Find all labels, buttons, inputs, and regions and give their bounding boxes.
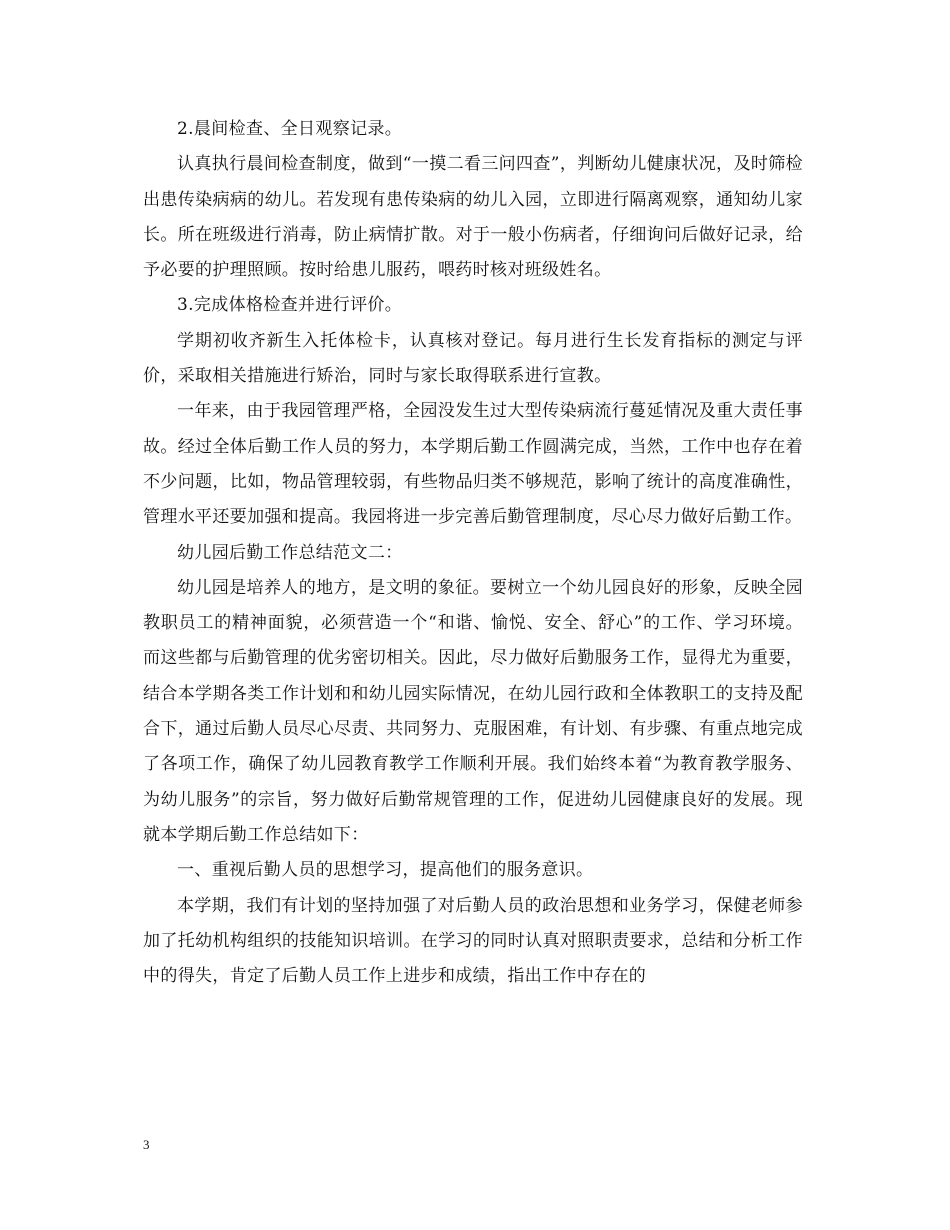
- paragraph-heading-morning-check: 2.晨间检查、全日观察记录。: [177, 119, 403, 139]
- paragraph-section-one-heading: 一、重视后勤人员的思想学习，提高他们的服务意识。: [177, 860, 594, 881]
- paragraph-sample-two-intro: 幼儿园是培养人的地方，是文明的象征。要树立一个幼儿园良好的形象，反映全园教职员工的精神面貌，必须营造一个“和谐、愉悦、安全、舒心”的工作、学习环境。而这些都与后勤管理的优劣密切相关。因此，尽力做好后勤服务工作，显得尤为重要，结合本学期各类工作计划和和幼儿园实际情况，在幼儿园行政和全体教职工的支持及配合下，通过后勤人员尽心尽责、共同努力、克服困难，有计划、有步骤、有重点地完成了各项工作，确保了幼儿园教育教学工作顺利开展。我们始终本着“为教育教学服务、为幼儿服务”的宗旨，努力做好后勤常规管理的工作，促进幼儿园健康良好的发展。现就本学期后勤工作总结如下：: [143, 577, 803, 845]
- paragraph-heading-physical-exam: 3.完成体格检查并进行评价。: [177, 295, 403, 316]
- paragraph-sample-two-title: 幼儿园后勤工作总结范文二：: [177, 542, 403, 563]
- paragraph-morning-check-details: 认真执行晨间检查制度，做到“一摸二看三问四查”，判断幼儿健康状况，及时筛检出患传染病病的幼儿。若发现有患传染病的幼儿入园，立即进行隔离观察，通知幼儿家长。所在班级进行消毒，防止病情扩散。对于一般小伤病者，仔细询问后做好记录，给予必要的护理照顾。按时给患儿服药，喂药时核对班级姓名。: [143, 154, 803, 281]
- document-body: [143, 112, 803, 994]
- page-number: 3: [143, 1137, 150, 1152]
- paragraph-section-one-body: 本学期，我们有计划的坚持加强了对后勤人员的政治思想和业务学习，保健老师参加了托幼机构组织的技能知识培训。在学习的同时认真对照职责要求，总结和分析工作中的得失，肯定了后勤人员工作上进步和成绩，指出工作中存在的: [143, 895, 803, 987]
- paragraph-year-summary: 一年来，由于我园管理严格，全园没发生过大型传染病流行蔓延情况及重大责任事故。经过全体后勤工作人员的努力，本学期后勤工作圆满完成，当然，工作中也存在着不少问题，比如，物品管理较弱，有些物品归类不够规范，影响了统计的高度准确性，管理水平还要加强和提高。我园将进一步完善后勤管理制度，尽心尽力做好后勤工作。: [143, 401, 803, 528]
- paragraph-physical-exam-details: 学期初收齐新生入托体检卡，认真核对登记。每月进行生长发育指标的测定与评价，采取相关措施进行矫治，同时与家长取得联系进行宣教。: [143, 330, 803, 387]
